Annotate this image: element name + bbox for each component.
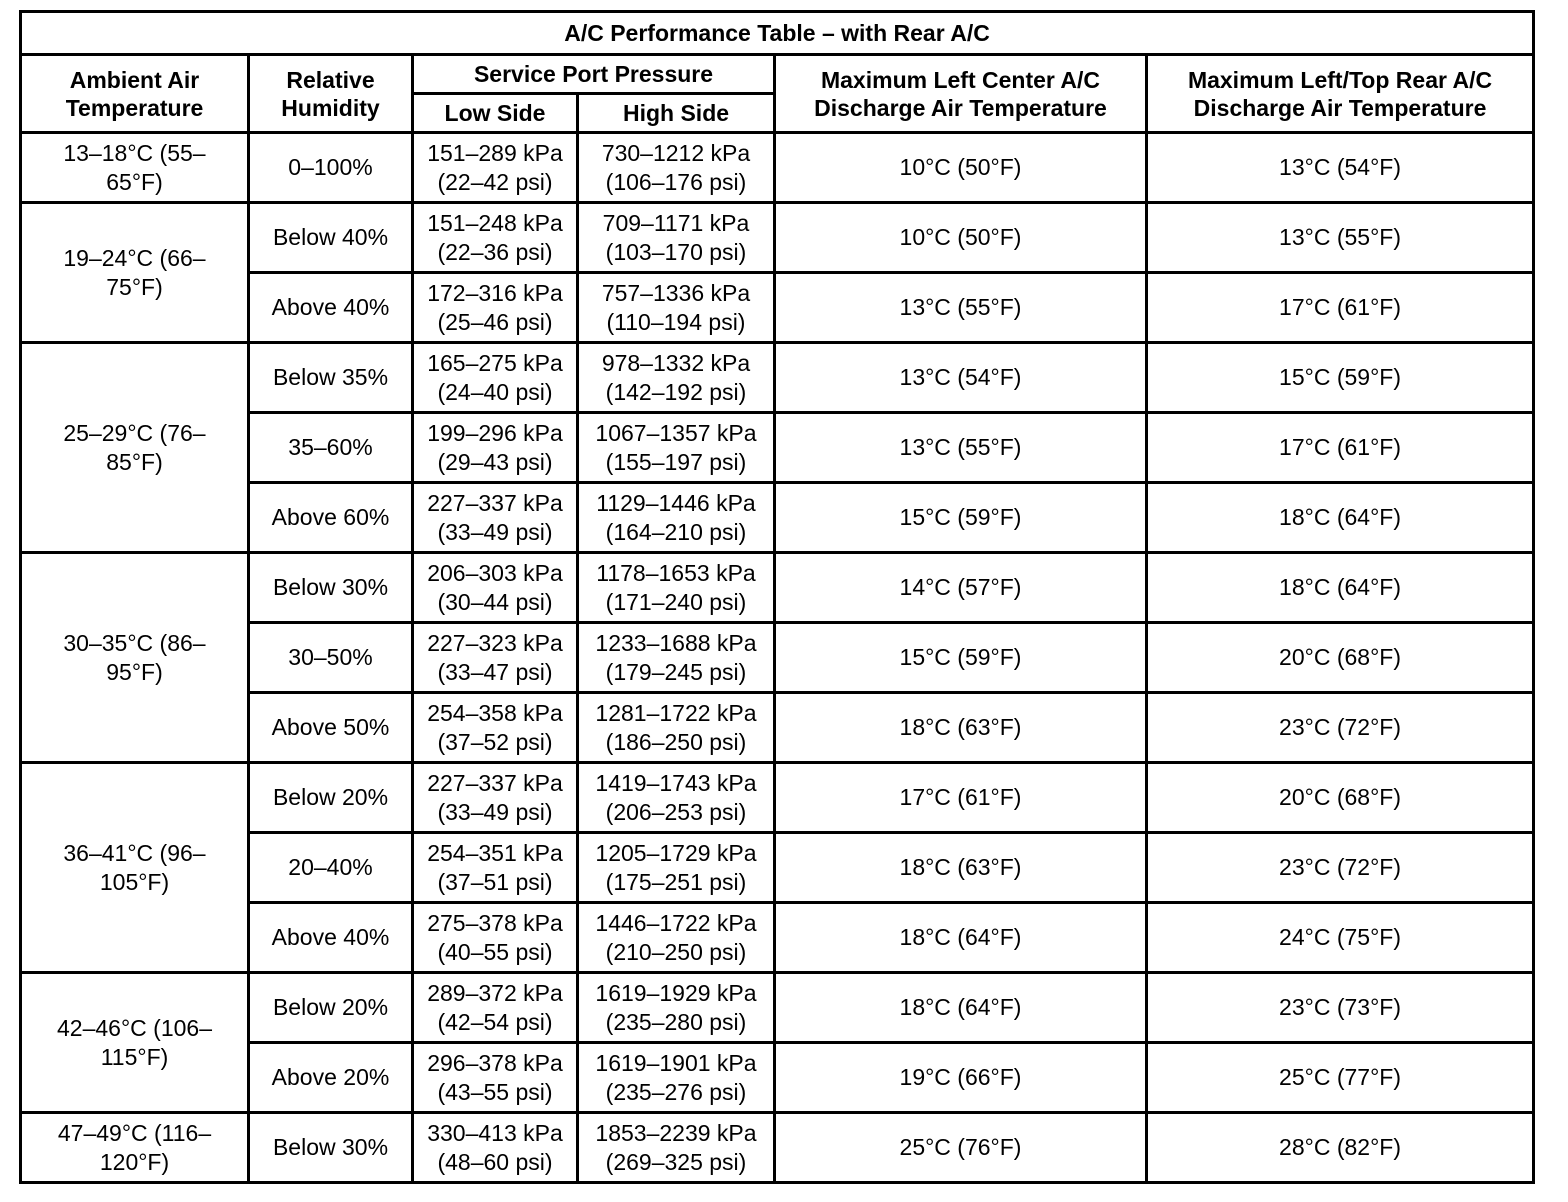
cell-text-line: (22–42 psi) [437,168,553,195]
humidity-cell: 35–60% [249,413,413,483]
ambient-temperature-cell [21,343,249,553]
high-side-pressure-cell [578,1113,775,1183]
center-discharge-temp-cell: 15°C (59°F) [775,623,1147,693]
cell-text-line: 289–372 kPa [427,979,563,1006]
cell-text-line: 1619–1901 kPa [595,1049,757,1076]
cell-text-line: 151–248 kPa [427,209,563,236]
ambient-temperature-cell [21,203,249,343]
cell-text-line: 1619–1929 kPa [595,979,757,1006]
cell-text-line: 757–1336 kPa [601,279,751,306]
cell-text-line: 30–35°C (86– [63,629,206,656]
cell-text-line: 36–41°C (96– [63,839,206,866]
high-side-pressure-cell [578,763,775,833]
cell-text-line: (164–210 psi) [605,518,747,545]
cell-text-line: 1178–1653 kPa [596,559,756,586]
cell-text-line: 1853–2239 kPa [595,1119,757,1146]
rear-discharge-temp-cell: 23°C (73°F) [1147,973,1534,1043]
humidity-cell: Below 20% [249,973,413,1043]
rear-discharge-temp-cell: 28°C (82°F) [1147,1113,1534,1183]
cell-text-line: (175–251 psi) [605,868,747,895]
humidity-cell: Below 40% [249,203,413,273]
center-discharge-temp-cell: 14°C (57°F) [775,553,1147,623]
table-row [21,1113,1534,1183]
cell-text-line: 95°F) [106,658,163,685]
rear-discharge-temp-cell: 13°C (54°F) [1147,133,1534,203]
humidity-cell: Below 35% [249,343,413,413]
table-row [21,973,1534,1043]
cell-text-line: 730–1212 kPa [601,139,751,166]
low-side-pressure-cell [413,903,578,973]
humidity-cell: Above 40% [249,903,413,973]
header-text-line: Discharge Air Temperature [814,94,1107,121]
table-row [21,763,1534,833]
rear-discharge-temp-cell: 23°C (72°F) [1147,833,1534,903]
high-side-pressure-cell [578,203,775,273]
cell-text-line: 227–323 kPa [427,629,563,656]
cell-text-line: 151–289 kPa [427,139,563,166]
low-side-pressure-cell [413,343,578,413]
cell-text-line: 227–337 kPa [427,769,563,796]
cell-text-line: 1446–1722 kPa [595,909,757,936]
header-relative-humidity [249,55,413,133]
cell-text-line: (206–253 psi) [605,798,747,825]
cell-text-line: 227–337 kPa [427,489,563,516]
ambient-temperature-cell [21,133,249,203]
cell-text-line: 47–49°C (116– [57,1119,212,1146]
cell-text-line: (269–325 psi) [605,1148,747,1175]
ambient-temperature-cell [21,553,249,763]
table-row [21,133,1534,203]
table-row [21,553,1534,623]
high-side-pressure-cell [578,133,775,203]
cell-text-line: (29–43 psi) [437,448,553,475]
cell-text-line: (42–54 psi) [437,1008,553,1035]
cell-text-line: 254–351 kPa [427,839,563,866]
high-side-pressure-cell [578,553,775,623]
low-side-pressure-cell [413,133,578,203]
center-discharge-temp-cell: 10°C (50°F) [775,203,1147,273]
low-side-pressure-cell [413,203,578,273]
cell-text-line: (33–47 psi) [437,658,553,685]
humidity-cell: Above 60% [249,483,413,553]
cell-text-line: 115°F) [100,1043,169,1070]
cell-text-line: 1129–1446 kPa [596,489,756,516]
cell-text-line: 75°F) [106,273,163,300]
humidity-cell: 0–100% [249,133,413,203]
rear-discharge-temp-cell: 20°C (68°F) [1147,763,1534,833]
humidity-cell: Below 30% [249,553,413,623]
rear-discharge-temp-cell: 18°C (64°F) [1147,553,1534,623]
cell-text-line: (235–280 psi) [605,1008,747,1035]
header-text-line: Ambient Air [69,66,200,93]
humidity-cell: Above 20% [249,1043,413,1113]
humidity-cell: Above 40% [249,273,413,343]
center-discharge-temp-cell: 25°C (76°F) [775,1113,1147,1183]
cell-text-line: 296–378 kPa [427,1049,563,1076]
rear-discharge-temp-cell: 15°C (59°F) [1147,343,1534,413]
cell-text-line: 1067–1357 kPa [595,419,757,446]
cell-text-line: (103–170 psi) [605,238,747,265]
cell-text-line: (110–194 psi) [606,308,746,335]
high-side-pressure-cell [578,833,775,903]
cell-text-line: (37–51 psi) [437,868,553,895]
low-side-pressure-cell [413,553,578,623]
cell-text-line: 19–24°C (66– [63,244,206,271]
humidity-cell: 20–40% [249,833,413,903]
header-text-line: Relative [286,66,375,93]
rear-discharge-temp-cell: 18°C (64°F) [1147,483,1534,553]
cell-text-line: (22–36 psi) [437,238,553,265]
table-row [21,203,1534,273]
cell-text-line: 25–29°C (76– [63,419,206,446]
ambient-temperature-cell [21,763,249,973]
cell-text-line: (33–49 psi) [437,518,553,545]
cell-text-line: 1205–1729 kPa [595,839,757,866]
low-side-pressure-cell [413,973,578,1043]
low-side-pressure-cell [413,693,578,763]
center-discharge-temp-cell: 18°C (63°F) [775,833,1147,903]
center-discharge-temp-cell: 13°C (55°F) [775,273,1147,343]
high-side-pressure-cell [578,413,775,483]
cell-text-line: (24–40 psi) [437,378,553,405]
humidity-cell: Below 30% [249,1113,413,1183]
center-discharge-temp-cell: 10°C (50°F) [775,133,1147,203]
cell-text-line: 709–1171 kPa [602,209,750,236]
header-text-line: Temperature [65,94,204,121]
center-discharge-temp-cell: 18°C (64°F) [775,903,1147,973]
center-discharge-temp-cell: 13°C (54°F) [775,343,1147,413]
high-side-pressure-cell [578,483,775,553]
ambient-temperature-cell [21,973,249,1113]
header-ambient-air-temperature [21,55,249,133]
rear-discharge-temp-cell: 17°C (61°F) [1147,413,1534,483]
center-discharge-temp-cell: 13°C (55°F) [775,413,1147,483]
rear-discharge-temp-cell: 25°C (77°F) [1147,1043,1534,1113]
high-side-pressure-cell [578,1043,775,1113]
cell-text-line: 65°F) [106,168,163,195]
cell-text-line: (25–46 psi) [437,308,553,335]
cell-text-line: (186–250 psi) [605,728,747,755]
high-side-pressure-cell [578,623,775,693]
header-text-line: Maximum Left Center A/C [820,66,1101,93]
ambient-temperature-cell [21,1113,249,1183]
header-high-side: High Side [578,94,775,133]
cell-text-line: 199–296 kPa [427,419,563,446]
cell-text-line: 105°F) [99,868,170,895]
high-side-pressure-cell [578,903,775,973]
humidity-cell: Below 20% [249,763,413,833]
title-row [21,12,1534,55]
cell-text-line: 172–316 kPa [427,279,563,306]
header-center-discharge-temperature [775,55,1147,133]
rear-discharge-temp-cell: 13°C (55°F) [1147,203,1534,273]
header-rear-discharge-temperature [1147,55,1534,133]
header-text-line: Maximum Left/Top Rear A/C [1187,66,1493,93]
cell-text-line: 254–358 kPa [427,699,563,726]
cell-text-line: (106–176 psi) [605,168,747,195]
cell-text-line: (155–197 psi) [605,448,747,475]
low-side-pressure-cell [413,763,578,833]
high-side-pressure-cell [578,693,775,763]
cell-text-line: (210–250 psi) [605,938,747,965]
cell-text-line: (48–60 psi) [437,1148,553,1175]
cell-text-line: 1281–1722 kPa [595,699,757,726]
cell-text-line: 85°F) [106,448,163,475]
cell-text-line: 330–413 kPa [427,1119,563,1146]
header-text-line: Humidity [281,94,380,121]
rear-discharge-temp-cell: 20°C (68°F) [1147,623,1534,693]
cell-text-line: 978–1332 kPa [601,349,751,376]
cell-text-line: (179–245 psi) [605,658,747,685]
table-header [21,12,1534,133]
cell-text-line: 13–18°C (55– [63,139,206,166]
cell-text-line: (43–55 psi) [437,1078,553,1105]
cell-text-line: 165–275 kPa [427,349,563,376]
cell-text-line: 120°F) [99,1148,170,1175]
table-row [21,343,1534,413]
humidity-cell: 30–50% [249,623,413,693]
humidity-cell: Above 50% [249,693,413,763]
cell-text-line: (142–192 psi) [605,378,747,405]
rear-discharge-temp-cell: 17°C (61°F) [1147,273,1534,343]
center-discharge-temp-cell: 15°C (59°F) [775,483,1147,553]
center-discharge-temp-cell: 18°C (64°F) [775,973,1147,1043]
table-body [21,133,1534,1183]
rear-discharge-temp-cell: 23°C (72°F) [1147,693,1534,763]
low-side-pressure-cell [413,483,578,553]
header-row-primary [21,55,1534,94]
cell-text-line: 1233–1688 kPa [595,629,757,656]
cell-text-line: (33–49 psi) [437,798,553,825]
ac-performance-table [19,10,1535,1184]
high-side-pressure-cell [578,273,775,343]
table-title: A/C Performance Table – with Rear A/C [21,12,1534,55]
header-low-side: Low Side [413,94,578,133]
high-side-pressure-cell [578,973,775,1043]
header-text-line: Discharge Air Temperature [1193,94,1487,121]
cell-text-line: 206–303 kPa [427,559,563,586]
cell-text-line: 275–378 kPa [427,909,563,936]
low-side-pressure-cell [413,623,578,693]
low-side-pressure-cell [413,833,578,903]
low-side-pressure-cell [413,413,578,483]
cell-text-line: 42–46°C (106– [57,1014,212,1041]
center-discharge-temp-cell: 18°C (63°F) [775,693,1147,763]
high-side-pressure-cell [578,343,775,413]
low-side-pressure-cell [413,273,578,343]
cell-text-line: (171–240 psi) [605,588,747,615]
low-side-pressure-cell [413,1113,578,1183]
cell-text-line: (30–44 psi) [437,588,553,615]
center-discharge-temp-cell: 19°C (66°F) [775,1043,1147,1113]
header-service-port-pressure: Service Port Pressure [413,55,775,94]
low-side-pressure-cell [413,1043,578,1113]
cell-text-line: (235–276 psi) [605,1078,747,1105]
cell-text-line: (40–55 psi) [437,938,553,965]
center-discharge-temp-cell: 17°C (61°F) [775,763,1147,833]
cell-text-line: (37–52 psi) [437,728,553,755]
cell-text-line: 1419–1743 kPa [595,769,757,796]
rear-discharge-temp-cell: 24°C (75°F) [1147,903,1534,973]
